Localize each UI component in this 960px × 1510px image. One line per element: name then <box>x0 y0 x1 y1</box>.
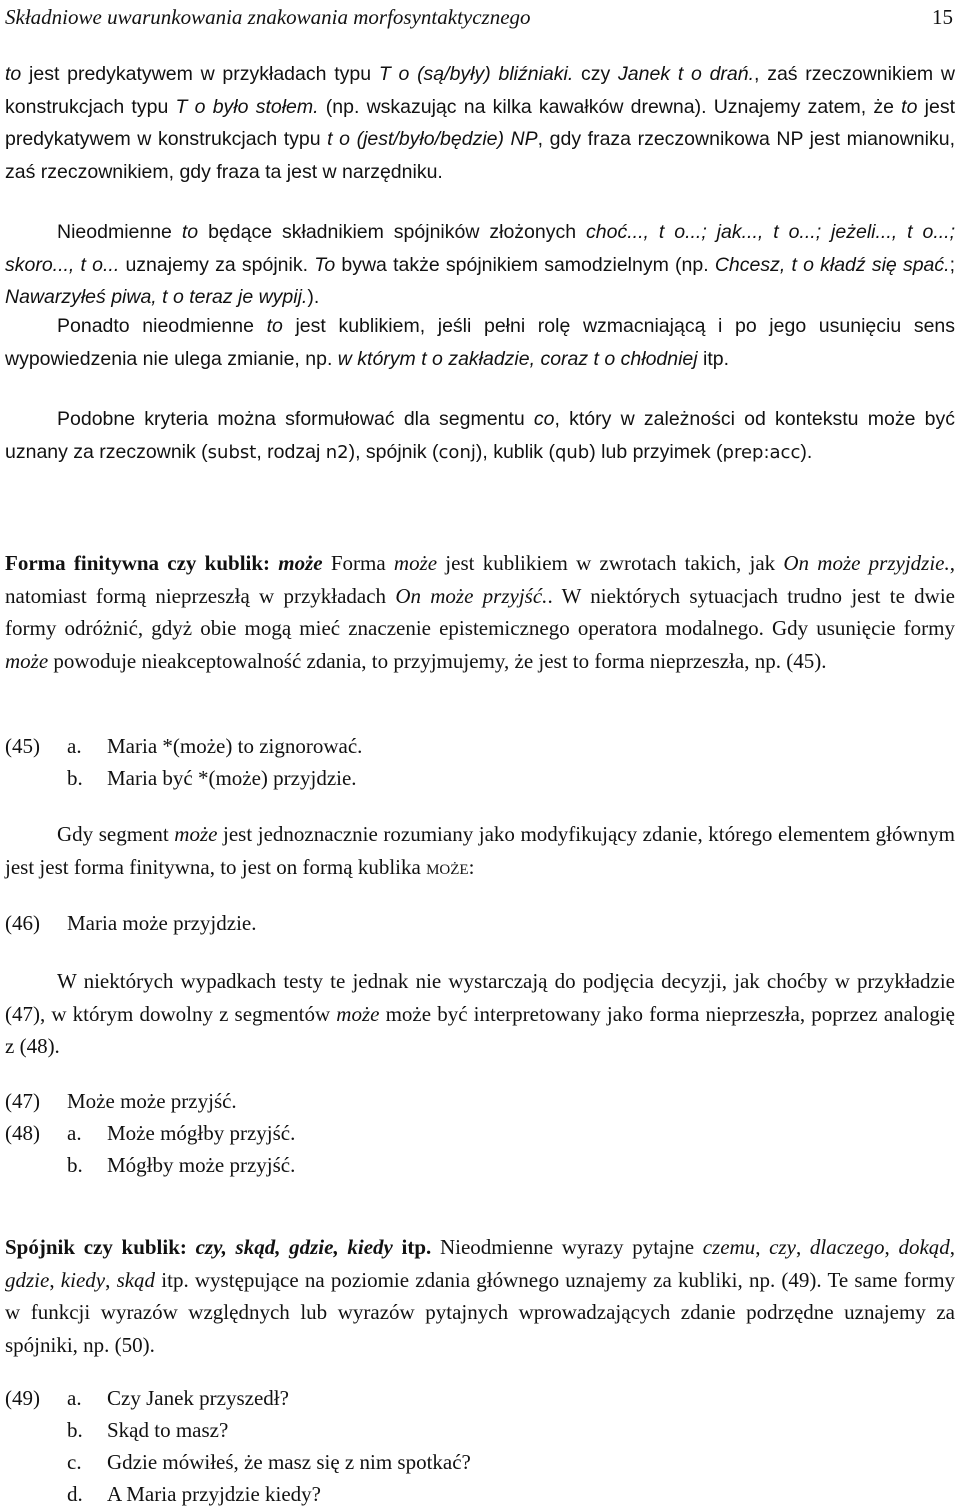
term: czemu <box>702 1235 756 1259</box>
tag: qub <box>554 441 590 463</box>
text-run: . W niektórych sytuacjach trudno jest te dwie formy odróżnić, gdyż obie mogą mieć znaczenie epistemicznego operatora modalnego. Gdy usunięcie formy <box>5 583 955 640</box>
example-sub-label: b. <box>67 766 83 790</box>
term: to <box>5 63 22 85</box>
example-sentence: Maria być *(może) przyjdzie. <box>107 766 357 790</box>
example-inline: Janek t o drań. <box>618 63 755 85</box>
term: to <box>266 315 283 337</box>
example-inline: T o było stołem. <box>175 95 319 118</box>
text-run: itp. <box>697 347 730 370</box>
section-heading: itp. <box>392 1235 432 1259</box>
text-run: , <box>755 1235 770 1259</box>
text-run: jest kublikiem, jeśli pełni rolę wzmacniającą i po jego usunięciu sens wypowiedzenia nie ulega zmianie, np. <box>5 315 956 370</box>
example-inline: choć..., t o...; jak..., t o...; jeżeli..., t o...; skoro..., t o... <box>5 221 955 276</box>
example-sentence: A Maria przyjdzie kiedy? <box>107 1482 321 1506</box>
text-run: ). <box>307 286 320 308</box>
example-sentence: Maria może przyjdzie. <box>67 911 257 935</box>
example-inline: t o (jest/było/będzie) NP <box>327 128 538 150</box>
text-run: jest kublikiem w zwrotach takich, jak <box>437 551 784 575</box>
example-inline: On może przyjdzie. <box>783 551 950 575</box>
text-run: , <box>884 1235 899 1259</box>
text-run: (np. wskazując na kilka kawałków drewna). Uznajemy zatem, że <box>318 95 902 118</box>
text-run: Podobne kryteria można sformułować dla segmentu <box>57 408 534 430</box>
paragraph-segment-co <box>5 403 955 469</box>
example-sub-label: b. <box>67 1153 83 1177</box>
example-sentence: Może mógłby przyjść. <box>107 1121 296 1145</box>
text-run: jest predykatywem w konstrukcjach typu <box>5 95 955 150</box>
example-sentence: Maria *(może) to zignorować. <box>107 734 363 758</box>
text-run: powoduje nieakceptowalność zdania, to przyjmujemy, że jest to forma nieprzeszła, np. (45). <box>48 648 827 673</box>
term: gdzie <box>5 1267 50 1292</box>
term: to <box>181 221 199 243</box>
tag: conj <box>438 441 476 463</box>
tag: n2 <box>325 441 349 463</box>
example-sub-label: a. <box>67 1121 82 1145</box>
section-heading-term: może <box>278 551 323 575</box>
text-run: ). <box>800 440 813 463</box>
text-run: będące składnikiem spójników złożonych <box>198 221 587 243</box>
text-run: Forma <box>322 551 394 575</box>
term: może <box>5 648 49 673</box>
text-run: : <box>468 854 475 879</box>
term: dokąd <box>898 1235 950 1259</box>
text-run: bywa także spójnikiem samodzielnym (np. <box>335 253 715 276</box>
example-number: (49) <box>5 1386 40 1410</box>
example-sentence: Skąd to masz? <box>107 1418 229 1442</box>
example-sentence: Mógłby może przyjść. <box>107 1153 296 1177</box>
section-heading-terms: czy, skąd, gdzie, kiedy <box>195 1235 393 1259</box>
tag: prep:acc <box>722 441 801 463</box>
text-run: Nieodmienne <box>57 221 182 243</box>
text-run: ), kublik ( <box>475 440 555 463</box>
text-run: może być interpretowany jako forma nieprzeszła, poprzez analogię z (48). <box>5 1001 955 1058</box>
text-run: , zaś rzeczownikiem w konstrukcjach typu <box>5 63 955 118</box>
term: kiedy <box>60 1267 106 1292</box>
example-inline: Nawarzyłeś piwa, t o teraz je wypij. <box>5 286 308 308</box>
example-number: (46) <box>5 911 40 935</box>
term: może <box>336 1001 380 1026</box>
paragraph-particle-to <box>5 310 955 375</box>
example-49 <box>5 1382 955 1510</box>
example-sub-label: d. <box>67 1482 83 1506</box>
text-run: , <box>949 1235 956 1259</box>
text-run: Nieodmienne wyrazy pytajne <box>431 1235 703 1259</box>
text-run: ), spójnik ( <box>348 440 439 463</box>
text-run: , który w zależności od kontekstu może być uznany za rzeczownik ( <box>5 408 955 463</box>
text-run: , rodzaj <box>256 440 326 463</box>
text-run: W niektórych wypadkach testy te jednak nie wystarczają do podjęcia decyzji, jak choćby w przykładzie (47), w którym dowolny z segmentów <box>5 969 955 1026</box>
example-inline: w którym t o zakładzie, coraz t o chłodniej <box>337 347 698 370</box>
paragraph-conjunction-to <box>5 216 955 314</box>
example-sentence: Gdzie mówiłeś, że masz się z nim spotkać? <box>107 1450 471 1474</box>
lexeme-small-caps: może <box>426 854 469 879</box>
text-run: , <box>49 1267 61 1292</box>
example-inline: T o (są/były) bliźniaki. <box>378 63 574 85</box>
example-sub-label: b. <box>67 1418 83 1442</box>
paragraph-tests-insufficient <box>5 965 955 1063</box>
example-number: (45) <box>5 734 40 758</box>
example-number: (47) <box>5 1089 40 1113</box>
text-run: Gdy segment <box>57 822 175 846</box>
tag: subst <box>207 441 257 463</box>
paragraph-moze <box>5 547 955 677</box>
term: skąd <box>116 1267 156 1292</box>
paragraph-moze-qub <box>5 818 955 883</box>
term: czy <box>769 1235 796 1259</box>
text-run: , <box>795 1235 810 1259</box>
page-number: 15 <box>932 5 953 29</box>
example-sub-label: a. <box>67 1386 82 1410</box>
text-run: itp. występujące na poziomie zdania głównego uznajemy za kubliki, np. (49). Te same formy w funkcji wyrazów względnych lub wyrazów pytajnych wprowadzających zdanie podrzędne uznajemy za spójniki, np. (50). <box>5 1267 956 1357</box>
text-run: uznajemy za spójnik. <box>119 253 315 276</box>
text-run: jest jednoznacznie rozumiany jako modyfikujący zdanie, którego elementem głównym jest jest forma finitywna, to jest on formą kublika <box>5 822 955 879</box>
example-45 <box>5 730 955 794</box>
text-run: jest predykatywem w przykładach typu <box>21 63 379 85</box>
term: co <box>533 408 555 430</box>
text-run: ) lub przyimek ( <box>589 440 723 463</box>
section-heading: Forma finitywna czy kublik: <box>5 551 279 575</box>
example-sentence: Może może przyjść. <box>67 1089 237 1113</box>
text-run: czy <box>573 63 619 85</box>
term: dlaczego <box>809 1235 885 1259</box>
example-48 <box>5 1117 955 1181</box>
term: to <box>901 95 918 118</box>
term: może <box>393 551 438 575</box>
example-sub-label: c. <box>67 1450 82 1474</box>
section-heading: Spójnik czy kublik: <box>5 1235 196 1259</box>
text-run: , natomiast formą nieprzeszłą w przykładach <box>5 551 955 608</box>
text-run: , <box>105 1267 117 1292</box>
example-inline: On może przyjść. <box>395 583 548 608</box>
example-inline: Chcesz, t o kładź się spać. <box>714 253 950 276</box>
example-sub-label: a. <box>67 734 82 758</box>
example-47 <box>5 1085 955 1117</box>
text-run: ; <box>949 253 955 276</box>
paragraph-interrogatives <box>5 1231 955 1361</box>
example-number: (48) <box>5 1121 40 1145</box>
paragraph-predicative-to <box>5 58 955 188</box>
term: To <box>314 253 336 276</box>
example-sentence: Czy Janek przyszedł? <box>107 1386 289 1410</box>
text-run: Ponadto nieodmienne <box>57 315 267 337</box>
term: może <box>174 822 218 846</box>
example-46 <box>5 907 955 939</box>
text-run: , gdy fraza rzeczownikowa NP jest mianowniku, zaś rzeczownikiem, gdy fraza ta jest w narzędniku. <box>5 128 955 183</box>
header-title: Składniowe uwarunkowania znakowania morfosyntaktycznego <box>5 5 531 29</box>
running-header <box>5 2 955 32</box>
